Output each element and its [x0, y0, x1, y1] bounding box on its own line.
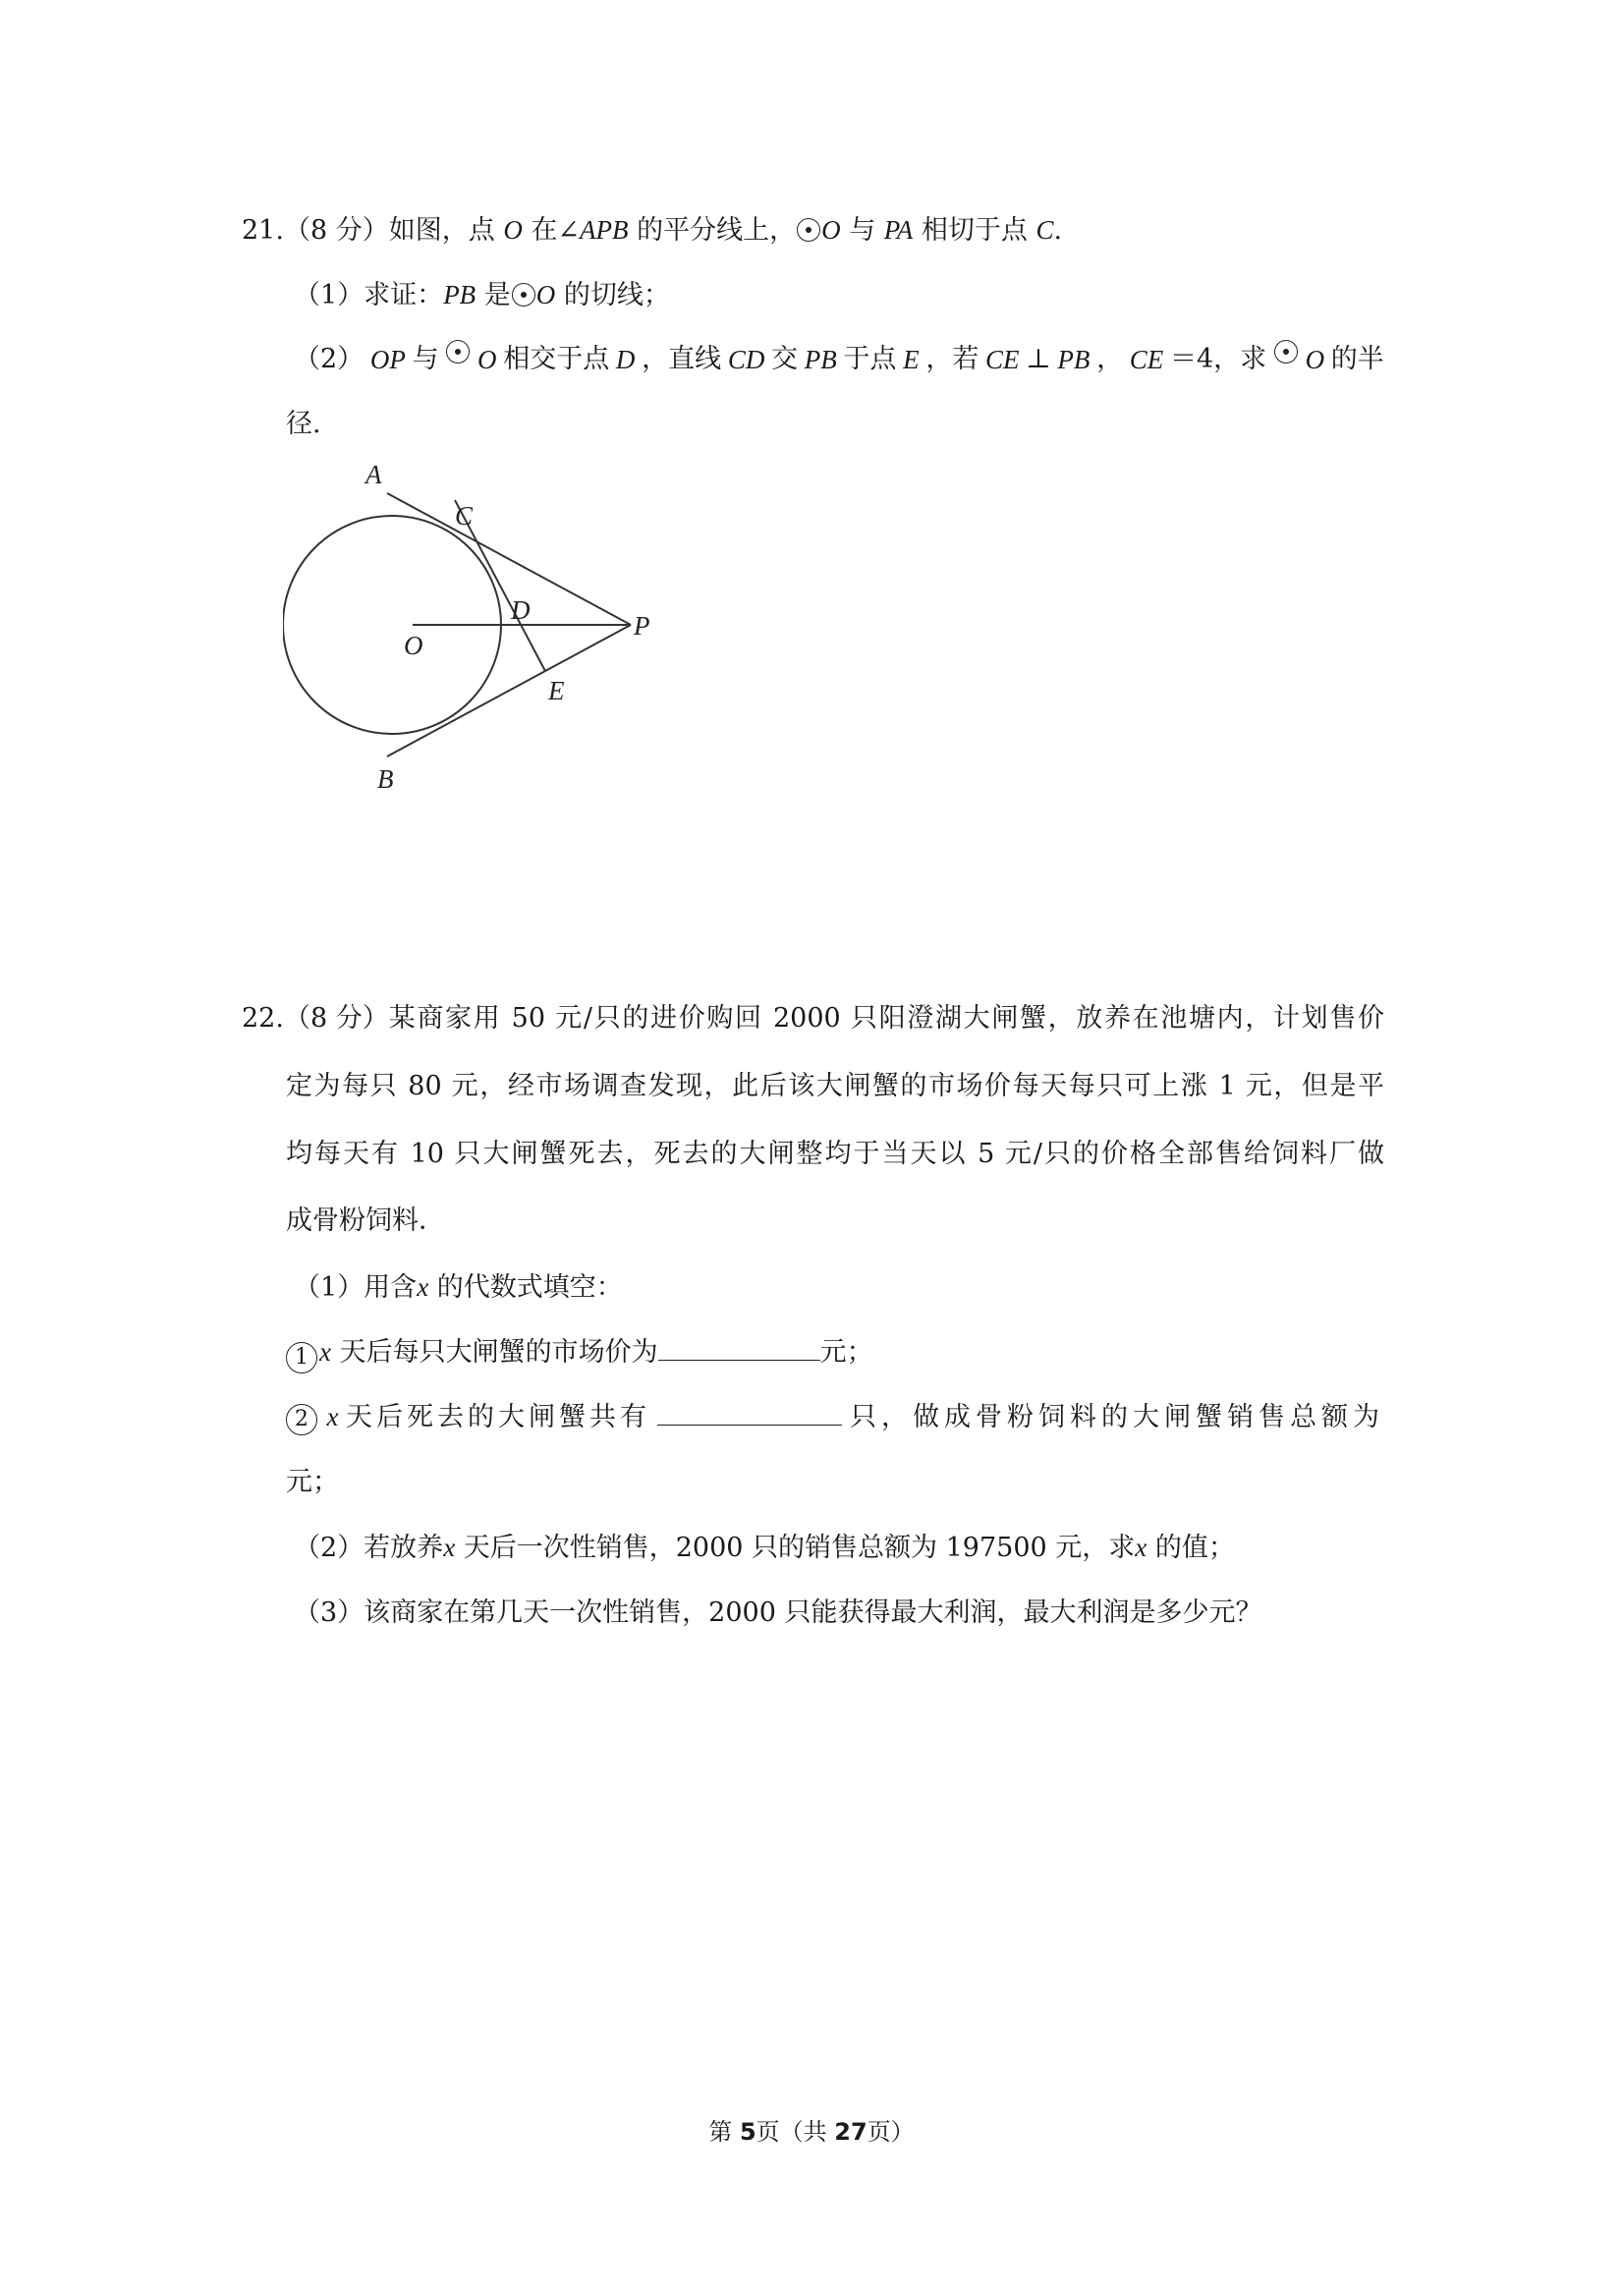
q22-part1 — [294, 1267, 623, 1308]
q22-part2-label: （2）若放养 — [294, 1533, 444, 1563]
geometry-figure — [283, 458, 676, 812]
q21-text: 是 — [476, 280, 511, 310]
q22-part3 — [294, 1594, 1261, 1633]
q21-var-o: O — [821, 215, 841, 245]
q22-score: （8 分） — [283, 1003, 389, 1034]
q21-text: 于点 — [843, 344, 897, 374]
q22-var-x: x — [319, 1337, 331, 1367]
q21-text: 相切于点 — [913, 215, 1036, 246]
label-p: P — [634, 611, 650, 641]
answer-blank-2[interactable] — [657, 1399, 842, 1426]
q22-var-x: x — [443, 1533, 456, 1562]
q22-text-line4: 成骨粉饲料． — [286, 1205, 445, 1236]
circle-symbol-icon — [512, 283, 535, 307]
q22-var-x: x — [1135, 1533, 1147, 1562]
circled-number-icon: 2 — [286, 1404, 317, 1435]
q21-stem — [242, 210, 1062, 251]
q22-text: 元； — [286, 1467, 339, 1497]
q22-line2 — [286, 1067, 1384, 1106]
q21-text: 在∠ — [522, 215, 581, 246]
footer-text: 页） — [867, 2118, 915, 2146]
q21-text: 与 — [840, 215, 884, 246]
label-b: B — [377, 764, 394, 794]
footer-text: 第 — [708, 2118, 740, 2146]
q22-sub2-cont — [286, 1463, 339, 1502]
q22-text: 天后死去的大闸蟹共有 — [345, 1402, 650, 1432]
q22-text-line3: 均每天有 10 只大闸蟹死去，死去的大闸整均于当天以 5 元/只的价格全部售给饲料厂做 — [286, 1139, 1384, 1169]
q22-line1 — [242, 999, 1384, 1038]
q22-text: 的值； — [1147, 1533, 1235, 1563]
q21-var-ce: CE — [1129, 345, 1164, 374]
q22-part2 — [294, 1528, 1235, 1568]
page-total: 27 — [834, 2118, 867, 2146]
answer-blank-1[interactable] — [658, 1334, 820, 1361]
q22-sub2 — [286, 1397, 1384, 1437]
q22-number: 22. — [242, 1003, 284, 1034]
q21-var-apb: APB — [580, 215, 629, 245]
q21-var-d: D — [615, 345, 636, 374]
q21-var-o: O — [503, 215, 523, 245]
q22-text: 只，做成骨粉饲料的大闸蟹销售总额为 — [849, 1402, 1384, 1432]
q21-text: ， — [1096, 344, 1124, 374]
q21-var-c: C — [1035, 215, 1054, 245]
q21-var-ce: CE — [985, 345, 1020, 374]
footer-text: 页（共 — [756, 2118, 835, 2146]
q22-line3 — [286, 1135, 1384, 1174]
label-a: A — [365, 460, 382, 489]
q22-part1-label: （1）用含 — [294, 1272, 418, 1303]
q22-text-line2: 定为每只 80 元，经市场调查发现，此后该大闸蟹的市场价每天每只可上涨 1 元，但是平 — [286, 1071, 1384, 1101]
q21-text: ，直线 — [642, 344, 722, 374]
q21-text: 与 — [412, 344, 439, 374]
q21-score: （8 分） — [283, 215, 389, 246]
q21-var-e: E — [903, 345, 920, 374]
q21-text: 的半 — [1330, 344, 1384, 374]
q22-line4 — [286, 1202, 445, 1241]
q21-text: ⊥ — [1026, 344, 1051, 374]
q21-part1-label: （1）求证： — [294, 280, 444, 310]
page-footer — [0, 2112, 1623, 2147]
line-pb — [387, 625, 631, 756]
q22-var-x: x — [417, 1272, 429, 1302]
q22-text: 元； — [819, 1337, 873, 1368]
q21-number: 21. — [242, 215, 284, 246]
q21-text: 交 — [771, 344, 799, 374]
q22-text-line1: 某商家用 50 元/只的进价购回 2000 只阳澄湖大闸蟹，放养在池塘内，计划售价 — [388, 1003, 1384, 1034]
line-pa — [387, 493, 631, 625]
circled-number-icon: 1 — [286, 1342, 317, 1373]
label-o: O — [404, 631, 423, 660]
circle-symbol-icon — [1274, 340, 1298, 364]
page-number: 5 — [739, 2118, 756, 2146]
q22-text: 天后每只大闸蟹的市场价为 — [330, 1337, 658, 1368]
q22-text: 天后一次性销售，2000 只的销售总额为 197500 元，求 — [455, 1533, 1136, 1563]
q21-part2-label: （2） — [294, 344, 364, 374]
q21-text: ＝4，求 — [1170, 344, 1267, 374]
q22-part3-label: （3）该商家在第几天一次性销售，2000 只能获得最大利润，最大利润是多少元？ — [294, 1597, 1262, 1628]
q21-text: ，若 — [925, 344, 979, 374]
q21-var-o: O — [535, 280, 556, 309]
label-e: E — [548, 676, 565, 705]
q21-var-pb: PB — [804, 345, 837, 374]
label-d: D — [511, 595, 531, 625]
q21-text: 如图，点 — [388, 215, 504, 246]
q21-var-o: O — [477, 345, 497, 374]
q21-part1 — [294, 275, 670, 315]
q21-var-pa: PA — [883, 215, 914, 245]
q21-text: . — [1053, 215, 1063, 246]
q21-var-cd: CD — [727, 345, 765, 374]
q22-sub1 — [286, 1332, 873, 1373]
label-c: C — [455, 501, 474, 531]
q21-text: 的平分线上， — [628, 215, 797, 246]
q21-text: 相交于点 — [503, 344, 610, 374]
q21-var-op: OP — [369, 345, 406, 374]
circle-symbol-icon — [797, 218, 820, 242]
q22-var-x: x — [326, 1402, 339, 1431]
q22-text: 的代数式填空： — [428, 1272, 623, 1303]
q21-var-o: O — [1305, 345, 1325, 374]
q21-part2-cont — [286, 405, 321, 444]
q21-var-pb: PB — [443, 280, 476, 309]
q21-var-pb: PB — [1057, 345, 1091, 374]
circle-symbol-icon — [446, 340, 470, 364]
q21-part2 — [294, 340, 1384, 379]
q21-text: 的切线； — [555, 280, 670, 310]
q21-text: 径. — [286, 409, 321, 439]
